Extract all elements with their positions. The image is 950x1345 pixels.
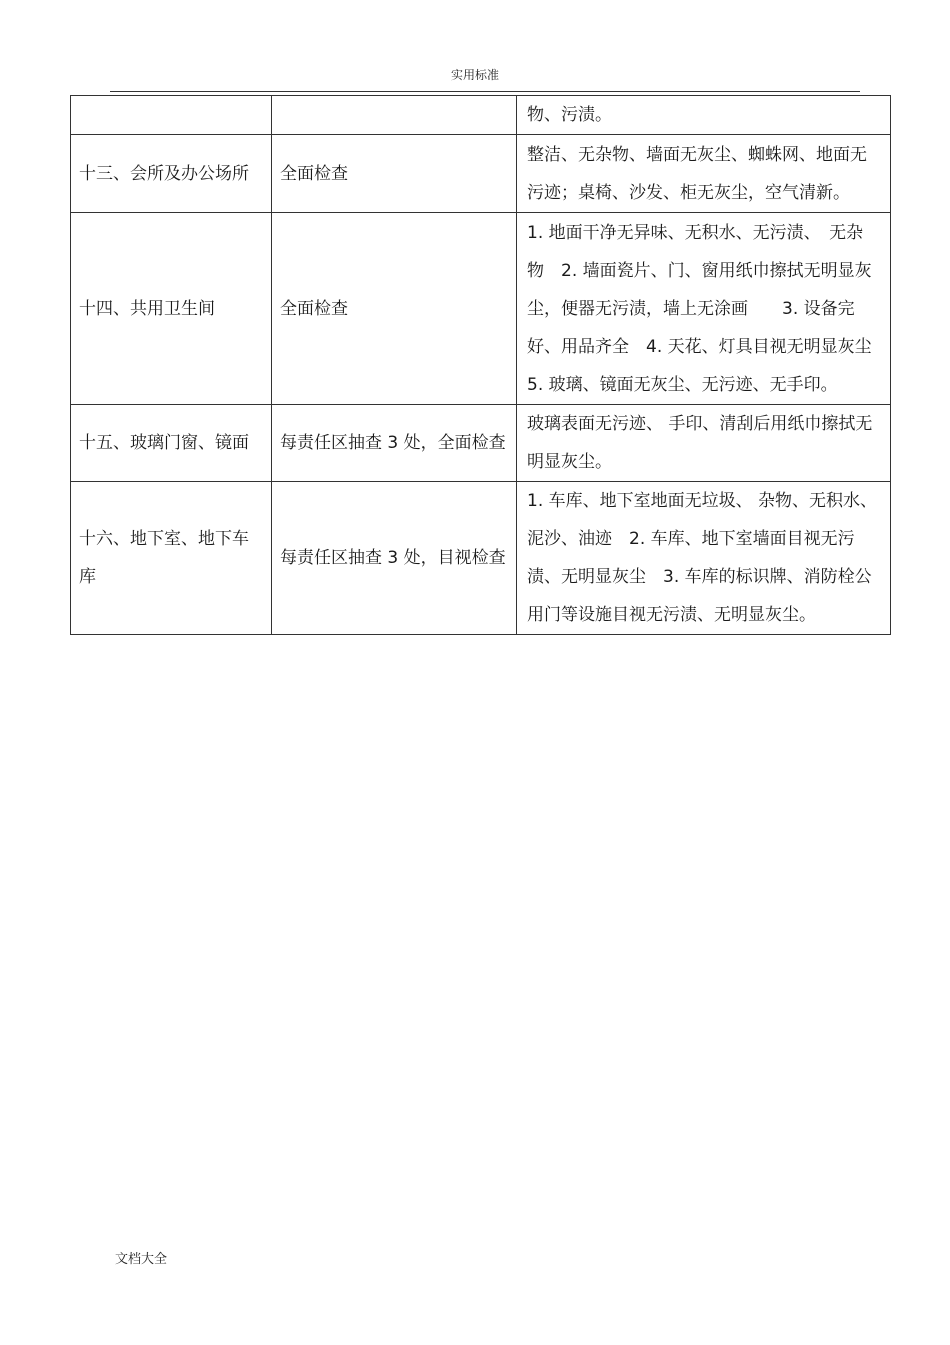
page-header: 实用标准: [450, 68, 499, 82]
area-cell: 十四、共用卫生间: [71, 213, 272, 405]
standard-cell: 1. 地面干净无异味、无积水、无污渍、 无杂物 2. 墙面瓷片、门、窗用纸巾擦拭无明显灰尘，便器无污渍，墙上无涂画 3. 设备完好、用品齐全 4. 天花、灯具目视无明显灰尘 5. 玻璃、镜面无灰尘、无污迹、无手印。: [517, 213, 891, 405]
method-cell: 全面检查: [272, 213, 517, 405]
area-cell: 十五、玻璃门窗、镜面: [71, 405, 272, 482]
header-divider: [110, 91, 860, 92]
standard-cell: 玻璃表面无污迹、 手印、清刮后用纸巾擦拭无明显灰尘。: [517, 405, 891, 482]
standard-cell: 整洁、无杂物、墙面无灰尘、蜘蛛网、地面无污迹；桌椅、沙发、柜无灰尘，空气清新。: [517, 135, 891, 213]
method-cell: [272, 96, 517, 135]
table-row: [71, 213, 891, 405]
page-footer: 文档大全: [115, 1252, 168, 1267]
area-cell: [71, 96, 272, 135]
table-row: [71, 96, 891, 135]
method-cell: 每责任区抽查 3 处，目视检查: [272, 482, 517, 635]
table-row: [71, 135, 891, 213]
area-cell: 十六、地下室、地下车库: [71, 482, 272, 635]
method-cell: 每责任区抽查 3 处，全面检查: [272, 405, 517, 482]
area-cell: 十三、会所及办公场所: [71, 135, 272, 213]
table-row: [71, 482, 891, 635]
table-row: [71, 405, 891, 482]
inspection-standards-table: [70, 95, 891, 635]
method-cell: 全面检查: [272, 135, 517, 213]
standard-cell: 1. 车库、地下室地面无垃圾、 杂物、无积水、泥沙、油迹 2. 车库、地下室墙面目视无污渍、无明显灰尘 3. 车库的标识牌、消防栓公用门等设施目视无污渍、无明显灰尘。: [517, 482, 891, 635]
standard-cell: 物、污渍。: [517, 96, 891, 135]
